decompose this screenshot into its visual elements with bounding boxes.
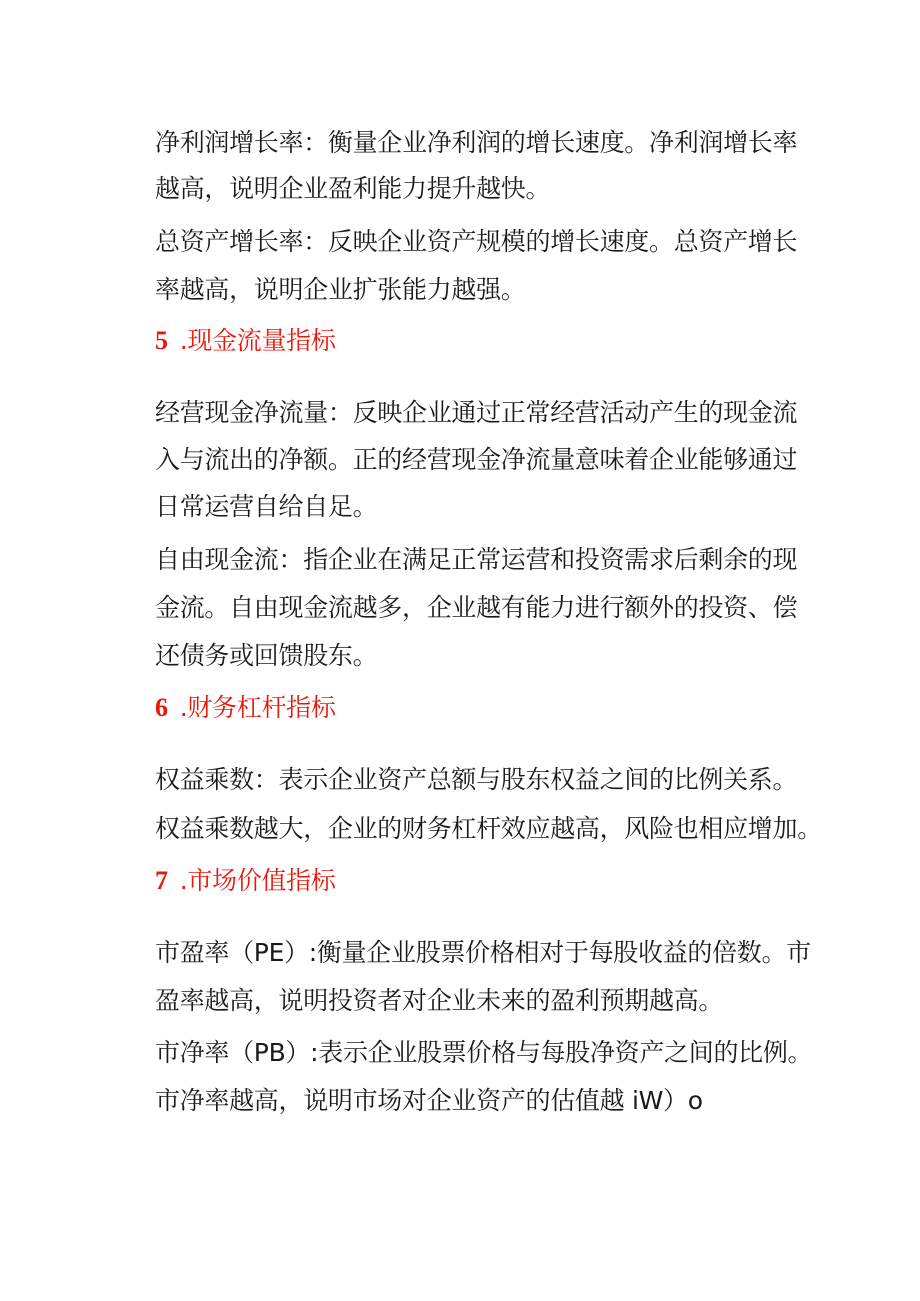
paragraph-free-cash-flow-line-3: 还债务或回馈股东。: [155, 641, 378, 670]
section-number: 5: [155, 326, 168, 355]
paragraph-equity-multiplier-line-1: 权益乘数：表示企业资产总额与股东权益之间的比例关系。: [155, 765, 798, 794]
section-title: .市场价值指标: [179, 866, 336, 895]
paragraph-operating-cash-flow-line-1: 经营现金净流量：反映企业通过正常经营活动产生的现金流: [155, 398, 798, 427]
section-heading-leverage: [155, 692, 336, 724]
section-title: .财务杠杆指标: [179, 693, 336, 722]
paragraph-pb-ratio-line-1: 市净率（PB）:表示企业股票价格与每股净资产之间的比例。: [155, 1038, 813, 1067]
section-title: .现金流量指标: [179, 326, 336, 355]
paragraph-pe-ratio-line-2: 盈率越高，说明投资者对企业未来的盈利预期越高。: [155, 986, 724, 1015]
section-number: 6: [155, 693, 168, 722]
paragraph-operating-cash-flow-line-2: 入与流出的净额。正的经营现金净流量意味着企业能够通过: [155, 445, 798, 474]
paragraph-total-asset-growth-line-2: 率越高，说明企业扩张能力越强。: [155, 275, 526, 304]
section-heading-cash-flow: [155, 325, 336, 357]
paragraph-pb-ratio-line-2: 市净率越高，说明市场对企业资产的估值越 iW）o: [155, 1086, 703, 1115]
paragraph-equity-multiplier-line-2: 权益乘数越大，企业的财务杠杆效应越高，风险也相应增加。: [155, 814, 822, 843]
section-number: 7: [155, 866, 168, 895]
paragraph-free-cash-flow-line-1: 自由现金流：指企业在满足正常运营和投资需求后剩余的现: [155, 545, 798, 574]
section-heading-market-value: [155, 865, 336, 897]
paragraph-free-cash-flow-line-2: 金流。自由现金流越多，企业越有能力进行额外的投资、偿: [155, 593, 798, 622]
paragraph-pe-ratio-line-1: 市盈率（PE）:衡量企业股票价格相对于每股收益的倍数。市: [155, 938, 811, 967]
paragraph-total-asset-growth-line-1: 总资产增长率：反映企业资产规模的增长速度。总资产增长: [155, 227, 798, 256]
paragraph-net-profit-growth-line-2: 越高，说明企业盈利能力提升越快。: [155, 174, 551, 203]
paragraph-net-profit-growth-line-1: 净利润增长率：衡量企业净利润的增长速度。净利润增长率: [155, 128, 798, 157]
paragraph-operating-cash-flow-line-3: 日常运营自给自足。: [155, 492, 378, 521]
